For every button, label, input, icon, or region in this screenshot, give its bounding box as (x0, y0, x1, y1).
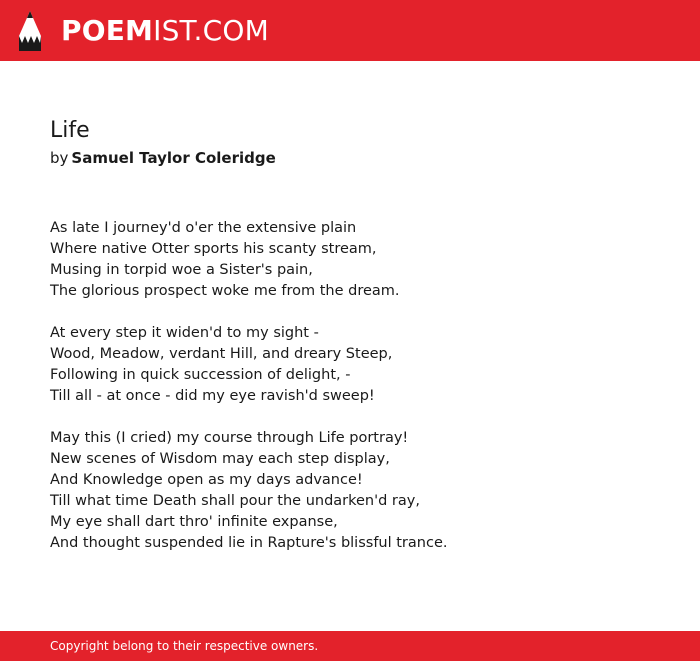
poem-line: And thought suspended lie in Rapture's blissful trance. (50, 535, 448, 551)
poem-line: May this (I cried) my course through Life portray! (50, 430, 409, 446)
site-logo-text (61, 9, 269, 53)
stanza-2 (50, 323, 650, 407)
poem-title: Life (50, 118, 90, 143)
poem-line: Till what time Death shall pour the undarken'd ray, (50, 493, 420, 509)
poem-line: Following in quick succession of delight, - (50, 367, 351, 383)
logo-text-light: IST.COM (153, 14, 269, 47)
poem-line: Till all - at once - did my eye ravish'd sweep! (50, 388, 375, 404)
site-logo-link[interactable] (18, 9, 269, 53)
copyright-text: Copyright belong to their respective owners. (50, 639, 319, 653)
poem-line: And Knowledge open as my days advance! (50, 472, 363, 488)
poem-line: My eye shall dart thro' infinite expanse, (50, 514, 338, 530)
logo-text-bold: POEM (61, 14, 154, 47)
poem-line: Musing in torpid woe a Sister's pain, (50, 262, 313, 278)
pencil-tip-icon (18, 10, 42, 52)
site-header (0, 0, 700, 61)
stanza-3 (50, 428, 650, 554)
poem-byline (50, 148, 650, 169)
poem-body (50, 218, 650, 554)
poem-line: As late I journey'd o'er the extensive plain (50, 220, 357, 236)
poem-line: Wood, Meadow, verdant Hill, and dreary Steep, (50, 346, 393, 362)
poem-line: New scenes of Wisdom may each step display, (50, 451, 390, 467)
poem-line: The glorious prospect woke me from the dream. (50, 283, 400, 299)
poem-content (50, 116, 650, 575)
author-name: Samuel Taylor Coleridge (71, 149, 276, 167)
poem-line: At every step it widen'd to my sight - (50, 325, 319, 341)
poem-line: Where native Otter sports his scanty stream, (50, 241, 377, 257)
by-label: by (50, 149, 69, 167)
site-footer (0, 631, 700, 661)
stanza-1 (50, 218, 650, 302)
